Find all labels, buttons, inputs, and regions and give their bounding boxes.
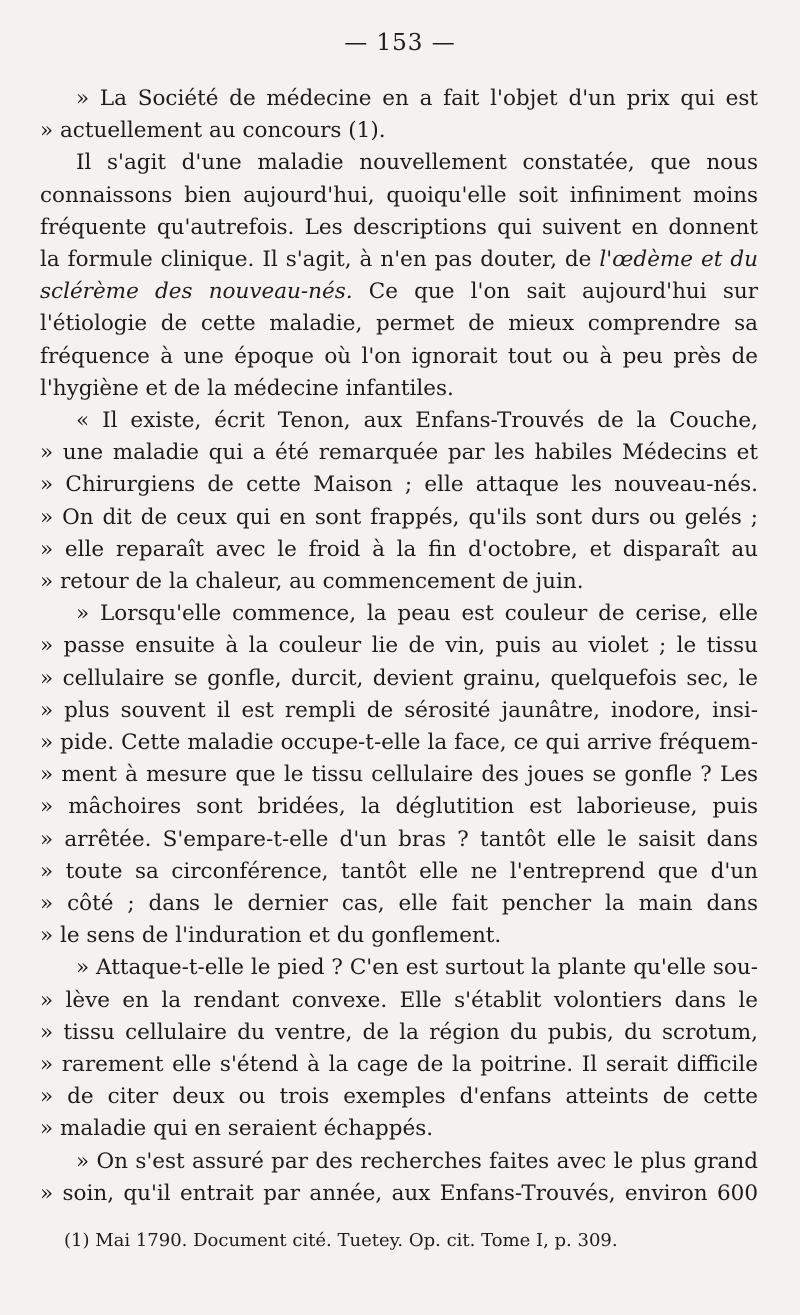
line-text: fréquence à une époque où l'on ignorait tout ou à peu près de	[40, 343, 758, 369]
line-text: Il s'agit d'une maladie nouvellement constatée, que nous	[76, 150, 758, 176]
line-text: » soin, qu'il entrait par année, aux Enfans-Trouvés, environ 600	[40, 1180, 758, 1206]
line-text: » On s'est assuré par des recherches faites avec le plus grand	[76, 1148, 758, 1174]
text-line	[40, 437, 758, 469]
text-line	[40, 502, 758, 534]
text-line	[76, 405, 758, 437]
text-line	[40, 1017, 758, 1049]
text-line	[40, 791, 758, 823]
page-number: — 153 —	[344, 30, 456, 56]
line-text: » On dit de ceux qui en sont frappés, qu'ils sont durs ou gelés ;	[40, 504, 758, 530]
text-line	[40, 856, 758, 888]
line-text: » maladie qui en seraient échappés.	[40, 1116, 434, 1142]
text-line	[40, 920, 758, 952]
line-text: « Il existe, écrit Tenon, aux Enfans-Trouvés de la Couche,	[76, 408, 758, 433]
line-text: » arrêtée. S'empare-t-elle d'un bras ? tantôt elle le saisit dans	[40, 826, 758, 852]
line-text: fréquente qu'autrefois. Les descriptions qui suivent en donnent	[40, 214, 758, 240]
italic-text: l'œdème et du	[599, 247, 758, 272]
text-line	[76, 83, 758, 115]
text-line	[40, 727, 758, 759]
line-text: » elle reparaît avec le froid à la fin d'octobre, et disparaît au	[40, 536, 758, 562]
line-text: » de citer deux ou trois exemples d'enfans atteints de cette	[40, 1084, 758, 1110]
text-line	[40, 244, 758, 276]
footnote: (1) Mai 1790. Document cité. Tuetey. Op. cit. Tome I, p. 309.	[64, 1230, 618, 1251]
line-text: » côté ; dans le dernier cas, elle fait pencher la main dans	[40, 891, 758, 916]
text-line	[40, 373, 758, 405]
text-line	[40, 888, 758, 920]
text-line	[40, 1113, 758, 1145]
line-text: » passe ensuite à la couleur lie de vin, puis au violet ; le tissu	[40, 633, 758, 659]
line-text: » actuellement au concours (1).	[40, 118, 386, 144]
text-line	[40, 630, 758, 662]
text-line	[40, 1049, 758, 1081]
line-text: » Attaque-t-elle le pied ? C'en est surtout la plante qu'elle sou-	[76, 955, 758, 981]
text-line	[76, 1146, 758, 1178]
line-text: » La Société de médecine en a fait l'objet d'un prix qui est	[76, 86, 758, 111]
line-text: » pide. Cette maladie occupe-t-elle la face, ce qui arrive fréquem-	[40, 730, 758, 755]
text-line	[40, 1178, 758, 1210]
line-text: Ce que l'on sait aujourd'hui sur	[352, 279, 758, 305]
text-line	[76, 147, 758, 179]
italic-text: sclérème des nouveau-nés.	[40, 279, 353, 305]
line-text: » lève en la rendant convexe. Elle s'établit volontiers dans le	[40, 987, 758, 1013]
line-text: » rarement elle s'étend à la cage de la poitrine. Il serait difficile	[40, 1052, 758, 1077]
text-line	[40, 663, 758, 695]
text-line	[76, 952, 758, 984]
text-line	[40, 985, 758, 1017]
line-text: » cellulaire se gonfle, durcit, devient grainu, quelquefois sec, le	[40, 665, 758, 691]
line-text: » toute sa circonférence, tantôt elle ne l'entreprend que d'un	[40, 858, 758, 884]
line-text: l'étiologie de cette maladie, permet de mieux comprendre sa	[40, 311, 758, 337]
line-text: » une maladie qui a été remarquée par les habiles Médecins et	[40, 440, 758, 466]
text-line	[40, 115, 758, 147]
line-text: l'hygiène et de la médecine infantiles.	[40, 375, 454, 401]
line-text: connaissons bien aujourd'hui, quoiqu'elle soit infiniment moins	[40, 182, 758, 208]
line-text: » mâchoires sont bridées, la déglutition est laborieuse, puis	[40, 794, 758, 820]
line-text: » retour de la chaleur, au commencement de juin.	[40, 569, 584, 594]
text-line	[40, 308, 758, 340]
text-line	[40, 212, 758, 244]
text-line	[40, 824, 758, 856]
text-line	[40, 341, 758, 373]
text-line	[40, 1081, 758, 1113]
line-text: » Lorsqu'elle commence, la peau est couleur de cerise, elle	[76, 601, 758, 627]
text-line	[40, 534, 758, 566]
text-line	[40, 180, 758, 212]
line-text: » Chirurgiens de cette Maison ; elle attaque les nouveau-nés.	[40, 472, 758, 498]
text-line	[40, 276, 758, 308]
line-text: » le sens de l'induration et du gonflement.	[40, 923, 502, 949]
line-text: » ment à mesure que le tissu cellulaire des joues se gonfle ? Les	[40, 762, 758, 788]
text-line	[76, 598, 758, 630]
line-text: » plus souvent il est rempli de sérosité jaunâtre, inodore, insi-	[40, 697, 758, 723]
text-line	[40, 695, 758, 727]
text-line	[40, 759, 758, 791]
text-line	[40, 566, 758, 598]
text-line	[40, 469, 758, 501]
line-text: » tissu cellulaire du ventre, de la région du pubis, du scrotum,	[40, 1019, 758, 1045]
line-text: la formule clinique. Il s'agit, à n'en pas douter, de	[40, 247, 600, 272]
